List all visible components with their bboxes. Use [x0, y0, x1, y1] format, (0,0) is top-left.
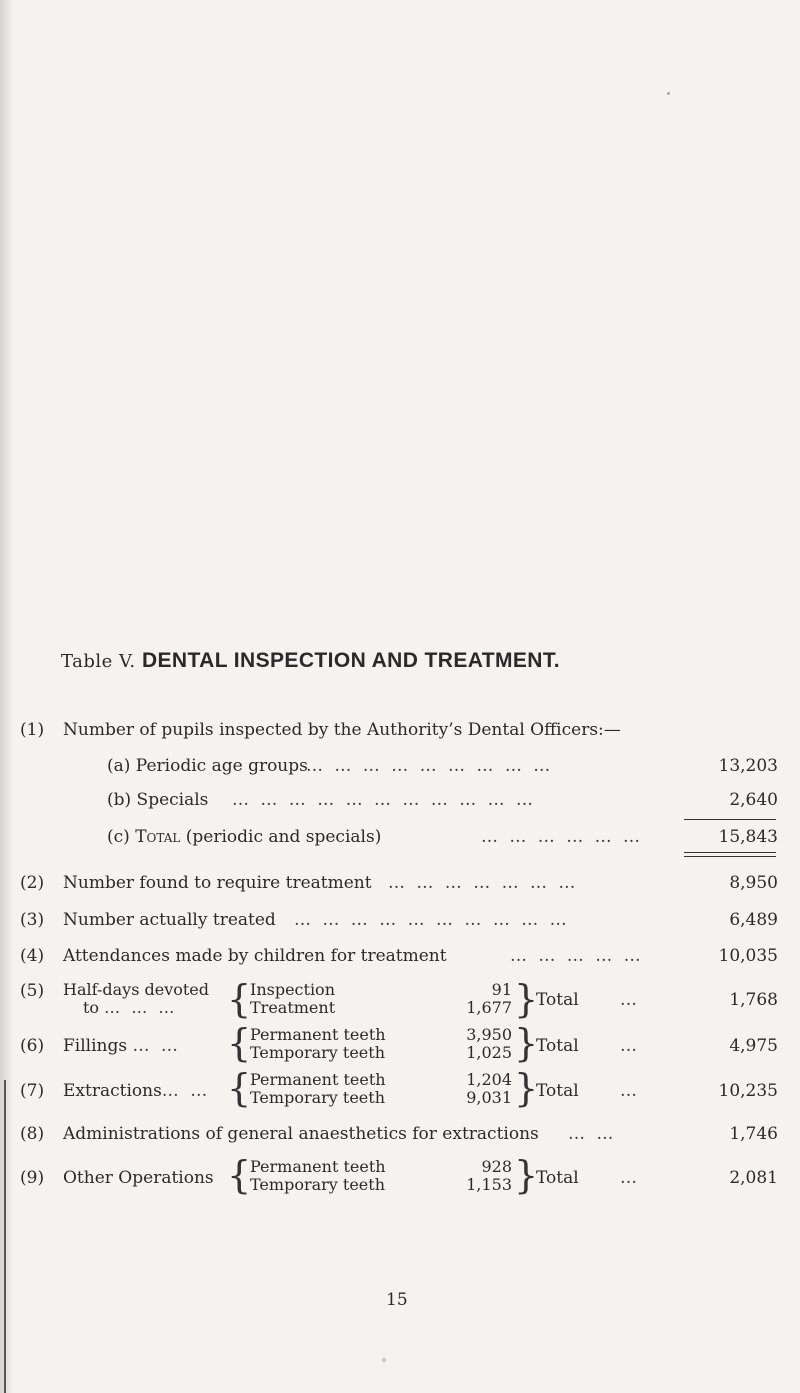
sub-label: Permanent teeth — [250, 1025, 386, 1044]
item-value: 2,640 — [729, 790, 778, 810]
item-value: 10,035 — [718, 946, 778, 966]
item-label: Fillings … … — [63, 1036, 181, 1056]
item-number: (9) — [20, 1168, 45, 1188]
sub-value: 1,153 — [466, 1175, 512, 1194]
item-number: (6) — [20, 1036, 45, 1056]
item-number: (1) — [20, 720, 45, 740]
item-label: (b) Specials — [107, 790, 209, 810]
item-value: 4,975 — [729, 1036, 778, 1056]
sub-label: Treatment — [250, 998, 336, 1017]
sub-label: Temporary teeth — [250, 1175, 386, 1194]
table-title-prefix: Table V. — [61, 651, 136, 672]
item-label: to … … … — [83, 998, 178, 1017]
item-value: 13,203 — [718, 756, 778, 776]
paper-speck — [667, 92, 670, 95]
total-double-rule — [684, 856, 776, 857]
item-label: Number found to require treatment — [63, 873, 372, 893]
sub-label: Permanent teeth — [250, 1070, 386, 1089]
item-number: (4) — [20, 946, 45, 966]
sub-value: 9,031 — [466, 1088, 512, 1107]
sub-value: 1,025 — [466, 1043, 512, 1062]
dot-leader: … … … … … … — [481, 827, 644, 847]
dot-leader: … … — [568, 1124, 617, 1144]
item-value: 15,843 — [718, 827, 778, 847]
right-brace: } — [514, 1066, 539, 1110]
left-brace: { — [227, 1021, 252, 1065]
item-label: Number of pupils inspected by the Authority’s Dental Officers:— — [63, 720, 621, 740]
item-number: (3) — [20, 910, 45, 930]
sum-rule — [684, 819, 776, 820]
item-label: Extractions… … — [63, 1081, 211, 1101]
item-label-prefix: (c) — [107, 827, 130, 847]
item-label-total: Total — [135, 827, 181, 847]
left-brace: { — [227, 1153, 252, 1197]
item-label: Number actually treated — [63, 910, 276, 930]
sub-label: Temporary teeth — [250, 1043, 386, 1062]
item-value: 1,746 — [729, 1124, 778, 1144]
item-number: (2) — [20, 873, 45, 893]
total-label: Total — [536, 1168, 579, 1188]
item-label: (a) Periodic age groups — [107, 756, 308, 776]
dot-leader: … … … … … … … — [388, 873, 579, 893]
item-value: 1,768 — [729, 990, 778, 1010]
dot-leader: … — [620, 990, 640, 1010]
item-value: 2,081 — [729, 1168, 778, 1188]
total-label: Total — [536, 990, 579, 1010]
table-title-heading: DENTAL INSPECTION AND TREATMENT. — [141, 649, 560, 672]
item-label: Administrations of general anaesthetics for extractions — [63, 1124, 539, 1144]
item-value: 6,489 — [729, 910, 778, 930]
dot-leader: … — [620, 1081, 640, 1101]
sub-value: 1,677 — [466, 998, 512, 1017]
dot-leader: … … … … … … … … … — [306, 756, 554, 776]
item-number: (5) — [20, 981, 45, 1001]
item-value: 10,235 — [718, 1081, 778, 1101]
right-brace: } — [514, 1021, 539, 1065]
paper-speck — [382, 1358, 386, 1362]
item-number: (8) — [20, 1124, 45, 1144]
item-value: 8,950 — [729, 873, 778, 893]
sub-label: Temporary teeth — [250, 1088, 386, 1107]
total-label: Total — [536, 1081, 579, 1101]
page-edge-line — [4, 1080, 6, 1393]
dot-leader: … — [620, 1168, 640, 1188]
right-brace: } — [514, 1153, 539, 1197]
dot-leader: … … … … … … … … … … … — [232, 790, 537, 810]
item-label: Other Operations — [63, 1168, 214, 1188]
item-label-rest: (periodic and specials) — [185, 827, 382, 847]
right-brace: } — [514, 977, 539, 1021]
sub-value: 3,950 — [466, 1025, 512, 1044]
total-label: Total — [536, 1036, 579, 1056]
dot-leader: … … … … … — [510, 946, 644, 966]
page-binding-shadow — [0, 0, 14, 1393]
sub-label: Permanent teeth — [250, 1157, 386, 1176]
item-label — [107, 827, 381, 847]
total-double-rule — [684, 852, 776, 853]
item-label: Half-days devoted — [63, 980, 210, 999]
sub-value: 1,204 — [466, 1070, 512, 1089]
dot-leader: … — [620, 1036, 640, 1056]
item-number: (7) — [20, 1081, 45, 1101]
page-number: 15 — [386, 1290, 408, 1310]
sub-label: Inspection — [250, 980, 335, 999]
sub-value: 91 — [491, 980, 512, 999]
left-brace: { — [227, 977, 252, 1021]
table-title — [61, 648, 560, 673]
left-brace: { — [227, 1066, 252, 1110]
dot-leader: … … … … … … … … … … — [294, 910, 570, 930]
sub-value: 928 — [481, 1157, 512, 1176]
item-label: Attendances made by children for treatment — [63, 946, 447, 966]
